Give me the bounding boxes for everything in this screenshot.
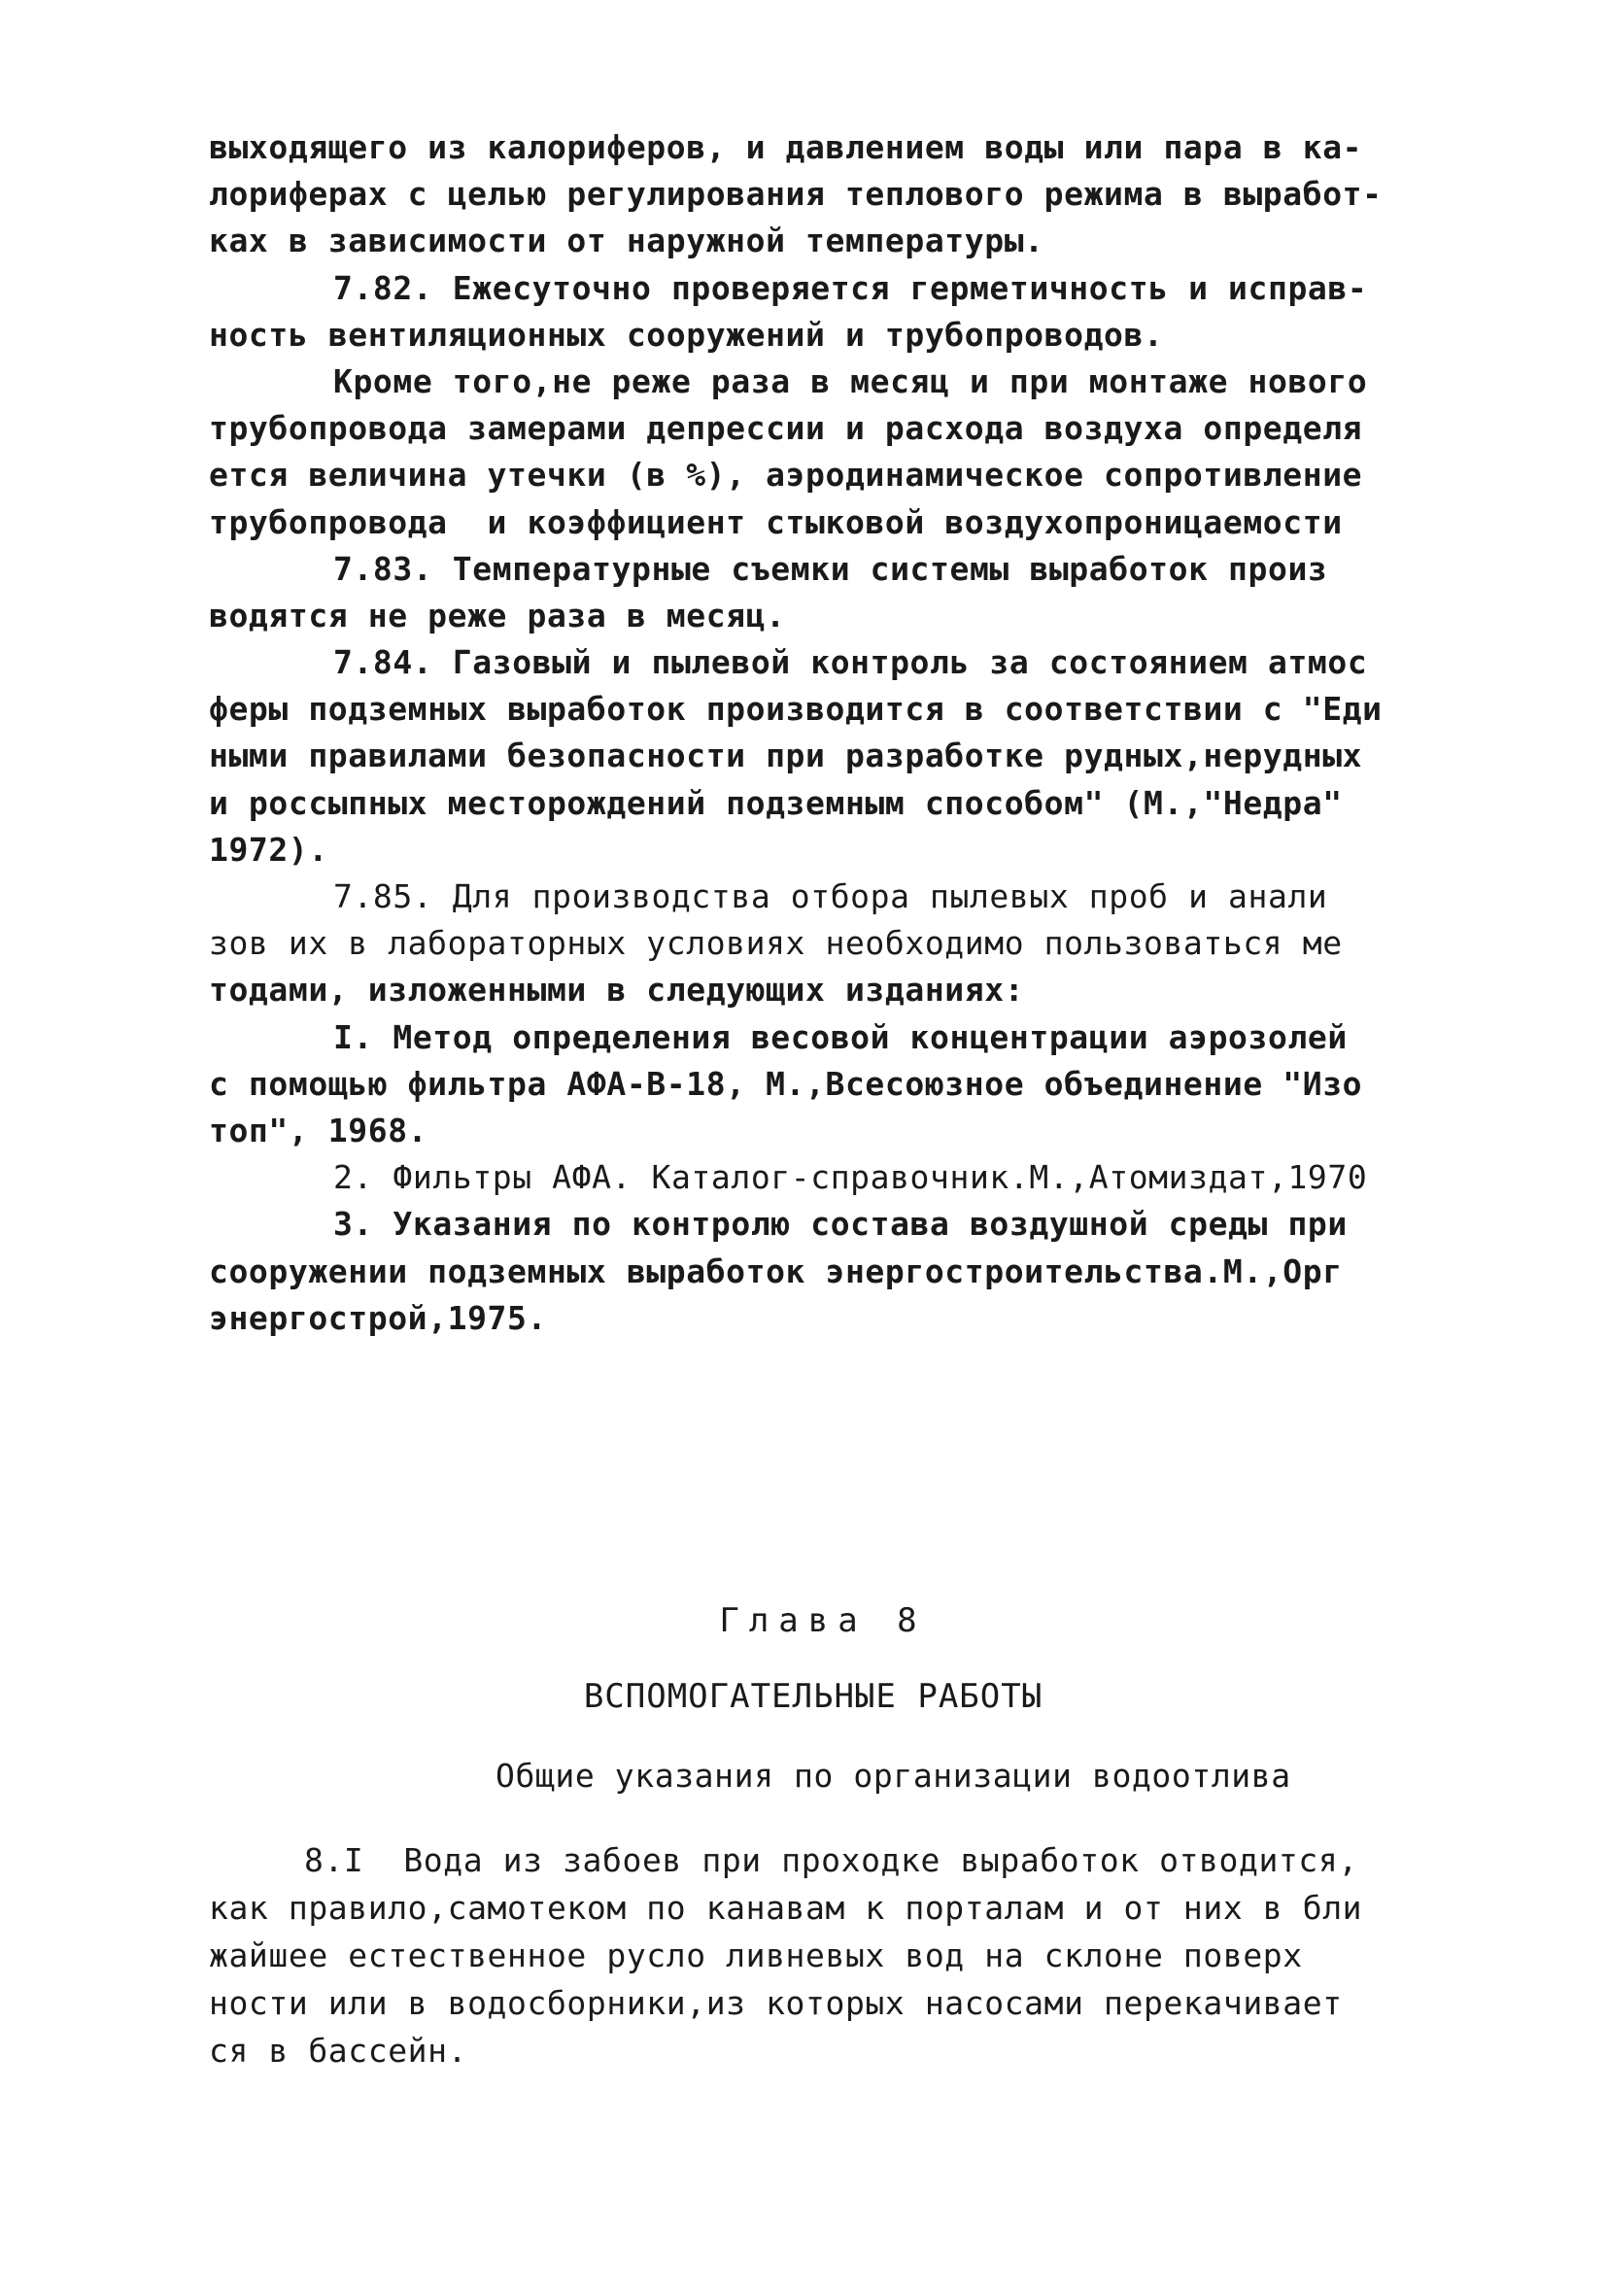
text-line: трубопровода и коэффициент стыковой воздухопроницаемости <box>209 502 1343 541</box>
paragraph-7-82-start: 7.82. Ежесуточно проверяется герметичность и исправ- <box>333 268 1368 307</box>
text-line: лориферах с целью регулирования теплового режима в выработ- <box>209 175 1383 214</box>
text-line: и россыпных месторождений подземным способом" (М.,"Недра" <box>209 783 1343 822</box>
text-line: ся в бассейн. <box>209 2032 468 2070</box>
text-line: энергострой,1975. <box>209 1298 547 1337</box>
section-heading: Общие указания по организации водоотлива <box>496 1757 1291 1795</box>
text-line: водятся не реже раза в месяц. <box>209 596 786 634</box>
paragraph-7-84-start: 7.84. Газовый и пылевой контроль за состоянием атмос <box>333 643 1368 682</box>
reference-item-2: 2. Фильтры АФА. Каталог-справочник.М.,Атомиздат,1970 <box>333 1158 1368 1197</box>
text-line: трубопровода замерами депрессии и расхода воздуха определя <box>209 409 1363 448</box>
text-line: как правило,самотеком по канавам к порталам и от них в бли <box>209 1889 1363 1927</box>
chapter-title: ВСПОМОГАТЕЛЬНЫЕ РАБОТЫ <box>583 1677 1043 1716</box>
section-8-text <box>209 1836 1423 2074</box>
text-line: зов их в лабораторных условиях необходимо пользоваться ме <box>209 924 1343 963</box>
text-line: Кроме того,не реже раза в месяц и при монтаже нового <box>333 361 1368 400</box>
text-line: 1972). <box>209 830 328 869</box>
text-line: выходящего из калориферов, и давлением воды или пара в ка- <box>209 128 1363 166</box>
text-line: жайшее естественное русло ливневых вод на склоне поверх <box>209 1936 1303 1974</box>
text-line: ется величина утечки (в %), аэродинамическое сопротивление <box>209 456 1363 495</box>
paragraph-8-1-start: 8.I Вода из забоев при проходке выработок отводится, <box>304 1841 1358 1879</box>
text-line: ность вентиляционных сооружений и трубопроводов. <box>209 315 1164 354</box>
paragraph-7-85-start: 7.85. Для производства отбора пылевых проб и анали <box>333 877 1328 915</box>
text-line: феры подземных выработок производится в соответствии с "Еди <box>209 690 1383 729</box>
paragraph-7-83-start: 7.83. Температурные съемки системы выработок произ <box>333 549 1328 588</box>
reference-item-1-start: I. Метод определения весовой концентрации аэрозолей <box>333 1017 1348 1056</box>
text-line: ными правилами безопасности при разработке рудных,нерудных <box>209 737 1363 775</box>
reference-item-3-start: 3. Указания по контролю состава воздушной среды при <box>333 1205 1348 1244</box>
text-line: с помощью фильтра АФА-В-18, М.,Всесоюзное объединение "Изо <box>209 1064 1363 1103</box>
text-line: ности или в водосборники,из которых насосами перекачивает <box>209 1984 1343 2022</box>
text-line: сооружении подземных выработок энергостроительства.М.,Орг <box>209 1251 1343 1290</box>
chapter-label: Глава 8 <box>719 1601 927 1640</box>
text-line: тодами, изложенными в следующих изданиях: <box>209 971 1025 1010</box>
section-7-text <box>209 124 1423 1342</box>
text-line: ках в зависимости от наружной температуры. <box>209 222 1044 260</box>
text-line: топ", 1968. <box>209 1111 428 1149</box>
